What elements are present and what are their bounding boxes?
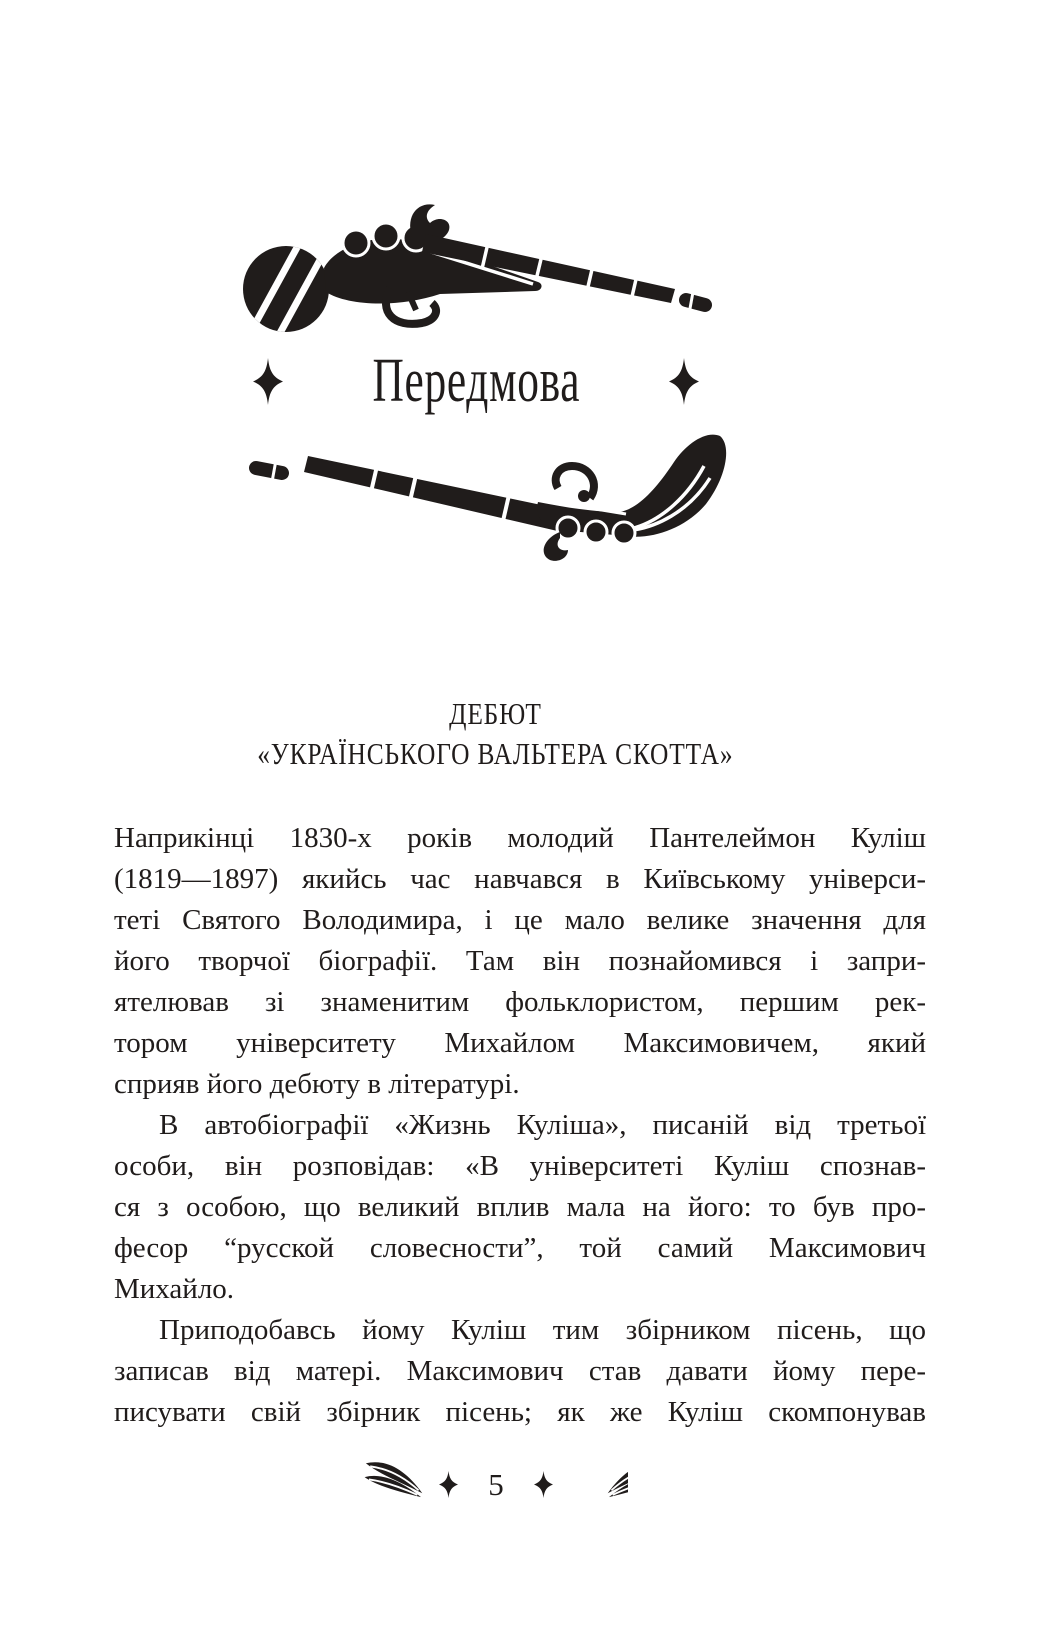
section-heading-text-2: «УКРАЇНСЬКОГО ВАЛЬТЕРА СКОТТА» xyxy=(256,736,734,771)
body-text-line: ятелював зі знаменитим фольклористом, першим рек- xyxy=(114,986,926,1018)
laurel-leaves-icon xyxy=(364,1461,426,1501)
body-text-line: Наприкінці 1830-х років молодий Пантелеймон Куліш xyxy=(114,822,926,854)
body-text-line: теті Святого Володимира, і це мало велике значення для xyxy=(114,904,926,936)
paragraph xyxy=(114,1105,926,1310)
section-heading xyxy=(0,694,1015,774)
body-text-line: В автобіографії «Жизнь Куліша», писаній від третьої xyxy=(159,1109,926,1141)
chapter-title-row xyxy=(253,347,699,415)
body-text-line: його творчої біографії. Там він познайомився і запри- xyxy=(114,945,926,977)
body-text-line: сприяв його дебюту в літературі. xyxy=(114,1068,520,1100)
laurel-leaves-icon xyxy=(566,1461,628,1501)
page-number: 5 xyxy=(488,1466,504,1502)
flintlock-pistol-top-illustration xyxy=(228,196,720,338)
body-text-line: Михайло. xyxy=(114,1273,235,1305)
sparkle-star-icon xyxy=(439,1471,458,1498)
body-text-line: Приподобавсь йому Куліш тим збірником пісень, що xyxy=(159,1314,926,1346)
body-text-line: особи, він розповідав: «В університеті Куліш спознав- xyxy=(114,1150,926,1182)
sparkle-star-icon xyxy=(669,358,699,405)
page-footer xyxy=(0,1456,1016,1512)
body-text-line: тором університету Михайлом Максимовичем, який xyxy=(114,1027,926,1059)
body-text-line: ся з особою, що великий вплив мала на його: то був про- xyxy=(114,1191,926,1223)
section-heading-text-1: ДЕБЮТ xyxy=(448,696,542,731)
section-heading-line-1 xyxy=(0,694,1015,734)
chapter-title xyxy=(283,347,669,415)
chapter-header xyxy=(0,0,1040,580)
body-text-line: (1819—1897) якийсь час навчався в Київському універси- xyxy=(114,863,926,895)
body-text-line: записав від матері. Максимович став давати йому пере- xyxy=(114,1355,926,1387)
paragraph xyxy=(114,818,926,1105)
flintlock-musket-bottom-illustration xyxy=(238,420,738,562)
body-text-line: фесор “русской словесности”, той самий Максимович xyxy=(114,1232,926,1264)
sparkle-star-icon xyxy=(253,358,283,405)
chapter-title-text: Передмова xyxy=(372,347,580,415)
section-heading-line-2 xyxy=(0,734,1015,774)
paragraph xyxy=(114,1310,926,1433)
body-text xyxy=(114,818,926,1433)
body-text-line: писувати свій збірник пісень; як же Куліш скомпонував xyxy=(114,1396,926,1428)
sparkle-star-icon xyxy=(534,1471,553,1498)
